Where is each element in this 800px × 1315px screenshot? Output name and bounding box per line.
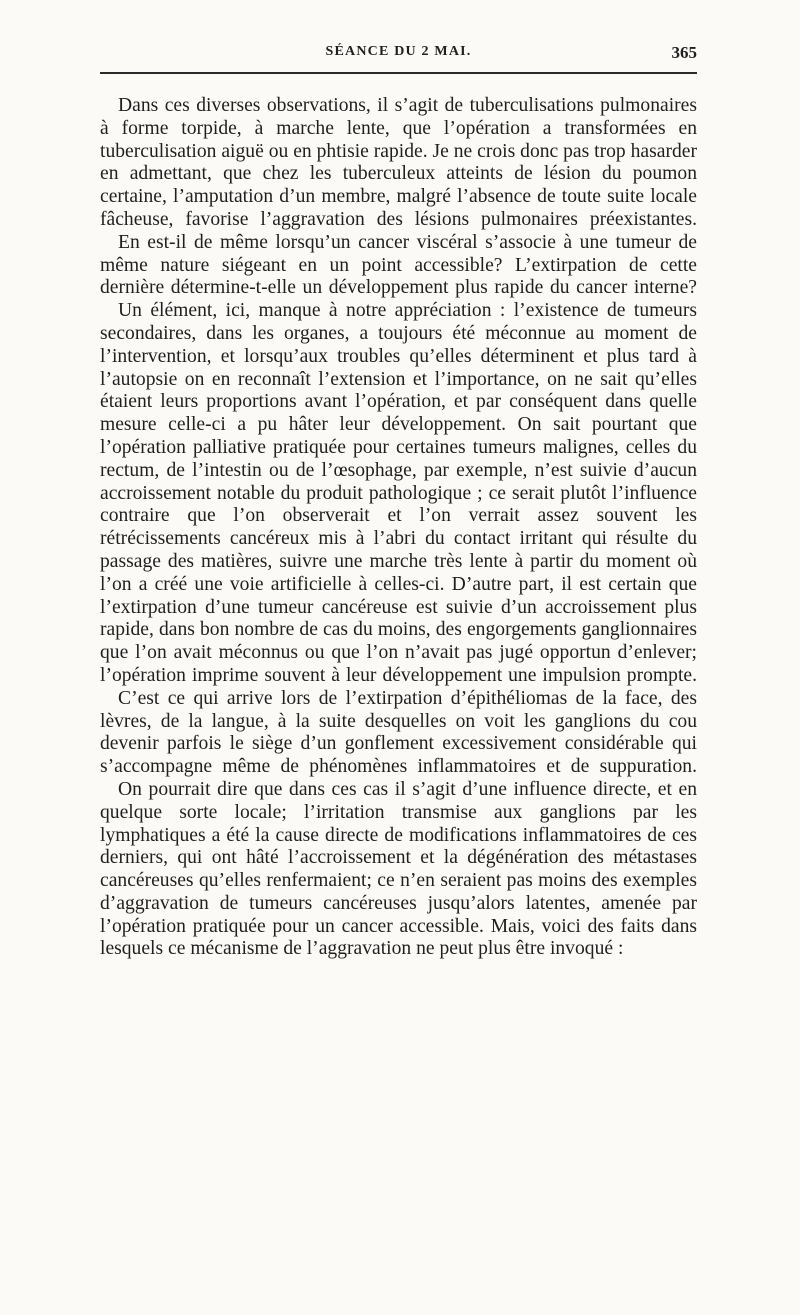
paragraph-epitheliomas: C’est ce qui arrive lors de l’extirpation d’épithéliomas de la face, des lèvres, de la langue, à la suite desquelles on voit les ganglions du cou devenir parfois le siège d’un gonflement excessivement considérable qui s’accompagne même de phénomènes inflammatoires et de suppuration. bbox=[100, 687, 697, 778]
page-number: 365 bbox=[671, 43, 697, 62]
paragraph-influence-directe: On pourrait dire que dans ces cas il s’agit d’une influence directe, et en quelque sorte locale; l’irritation transmise aux ganglions par les lymphatiques a été la cause directe de modifications inflammatoires de ces derniers, qui ont hâté l’accroissement et la dégénération des métastases cancéreuses qu’elles renfermaient; ce n’en seraient pas moins des exemples d’aggravation de tumeurs cancéreuses jusqu’alors latentes, amenée par l’opération pratiquée pour un cancer accessible. Mais, voici des faits dans lesquels ce mécanisme de l’aggravation ne peut plus être invoqué : bbox=[100, 778, 697, 960]
paragraph-tumeurs-secondaires: Un élément, ici, manque à notre appréciation : l’existence de tumeurs secondaires, dans les organes, a toujours été méconnue au moment de l’intervention, et lorsqu’aux troubles qu’elles déterminent et plus tard à l’autopsie on en reconnaît l’extension et l’importance, on ne sait qu’elles étaient leurs proportions avant l’opération, et par conséquent dans quelle mesure celle-ci a pu hâter leur développement. On sait pourtant que l’opération palliative pratiquée pour certaines tumeurs malignes, celles du rectum, de l’intestin ou de l’œsophage, par exemple, n’est suivie d’aucun accroissement notable du produit pathologique ; ce serait plutôt l’influence contraire que l’on observerait et l’on verrait assez souvent les rétrécissements cancéreux mis à l’abri du contact irritant qui résulte du passage des matières, suivre une marche très lente à partir du moment où l’on a créé une voie artificielle à celles-ci. D’autre part, il est certain que l’extirpation d’une tumeur cancéreuse est suivie d’un accroissement plus rapide, dans bon nombre de cas du moins, des engorgements ganglionnaires que l’on avait méconnus ou que l’on n’avait pas jugé opportun d’enlever; l’opération imprime souvent à leur développement une impulsion prompte. bbox=[100, 300, 697, 686]
paragraph-tuberculisation: Dans ces diverses observations, il s’agit de tuberculisations pulmonaires à forme torpide, à marche lente, que l’opération a transformées en tuberculisation aiguë ou en phtisie rapide. Je ne crois donc pas trop hasarder en admettant, que chez les tuberculeux atteints de lésion du poumon certaine, l’amputation d’un membre, malgré l’absence de toute suite locale fâcheuse, favorise l’aggravation des lésions pulmonaires préexistantes. bbox=[100, 95, 697, 230]
body-text bbox=[100, 95, 697, 961]
header-rule bbox=[100, 72, 697, 74]
running-title: SÉANCE DU 2 MAI. bbox=[325, 44, 472, 59]
paragraph-cancer-question: En est-il de même lorsqu’un cancer viscéral s’associe à une tumeur de même nature siégeant en un point accessible? L’extirpation de cette dernière détermine-t-elle un développement plus rapide du cancer interne? bbox=[100, 231, 697, 299]
running-header bbox=[100, 42, 697, 74]
